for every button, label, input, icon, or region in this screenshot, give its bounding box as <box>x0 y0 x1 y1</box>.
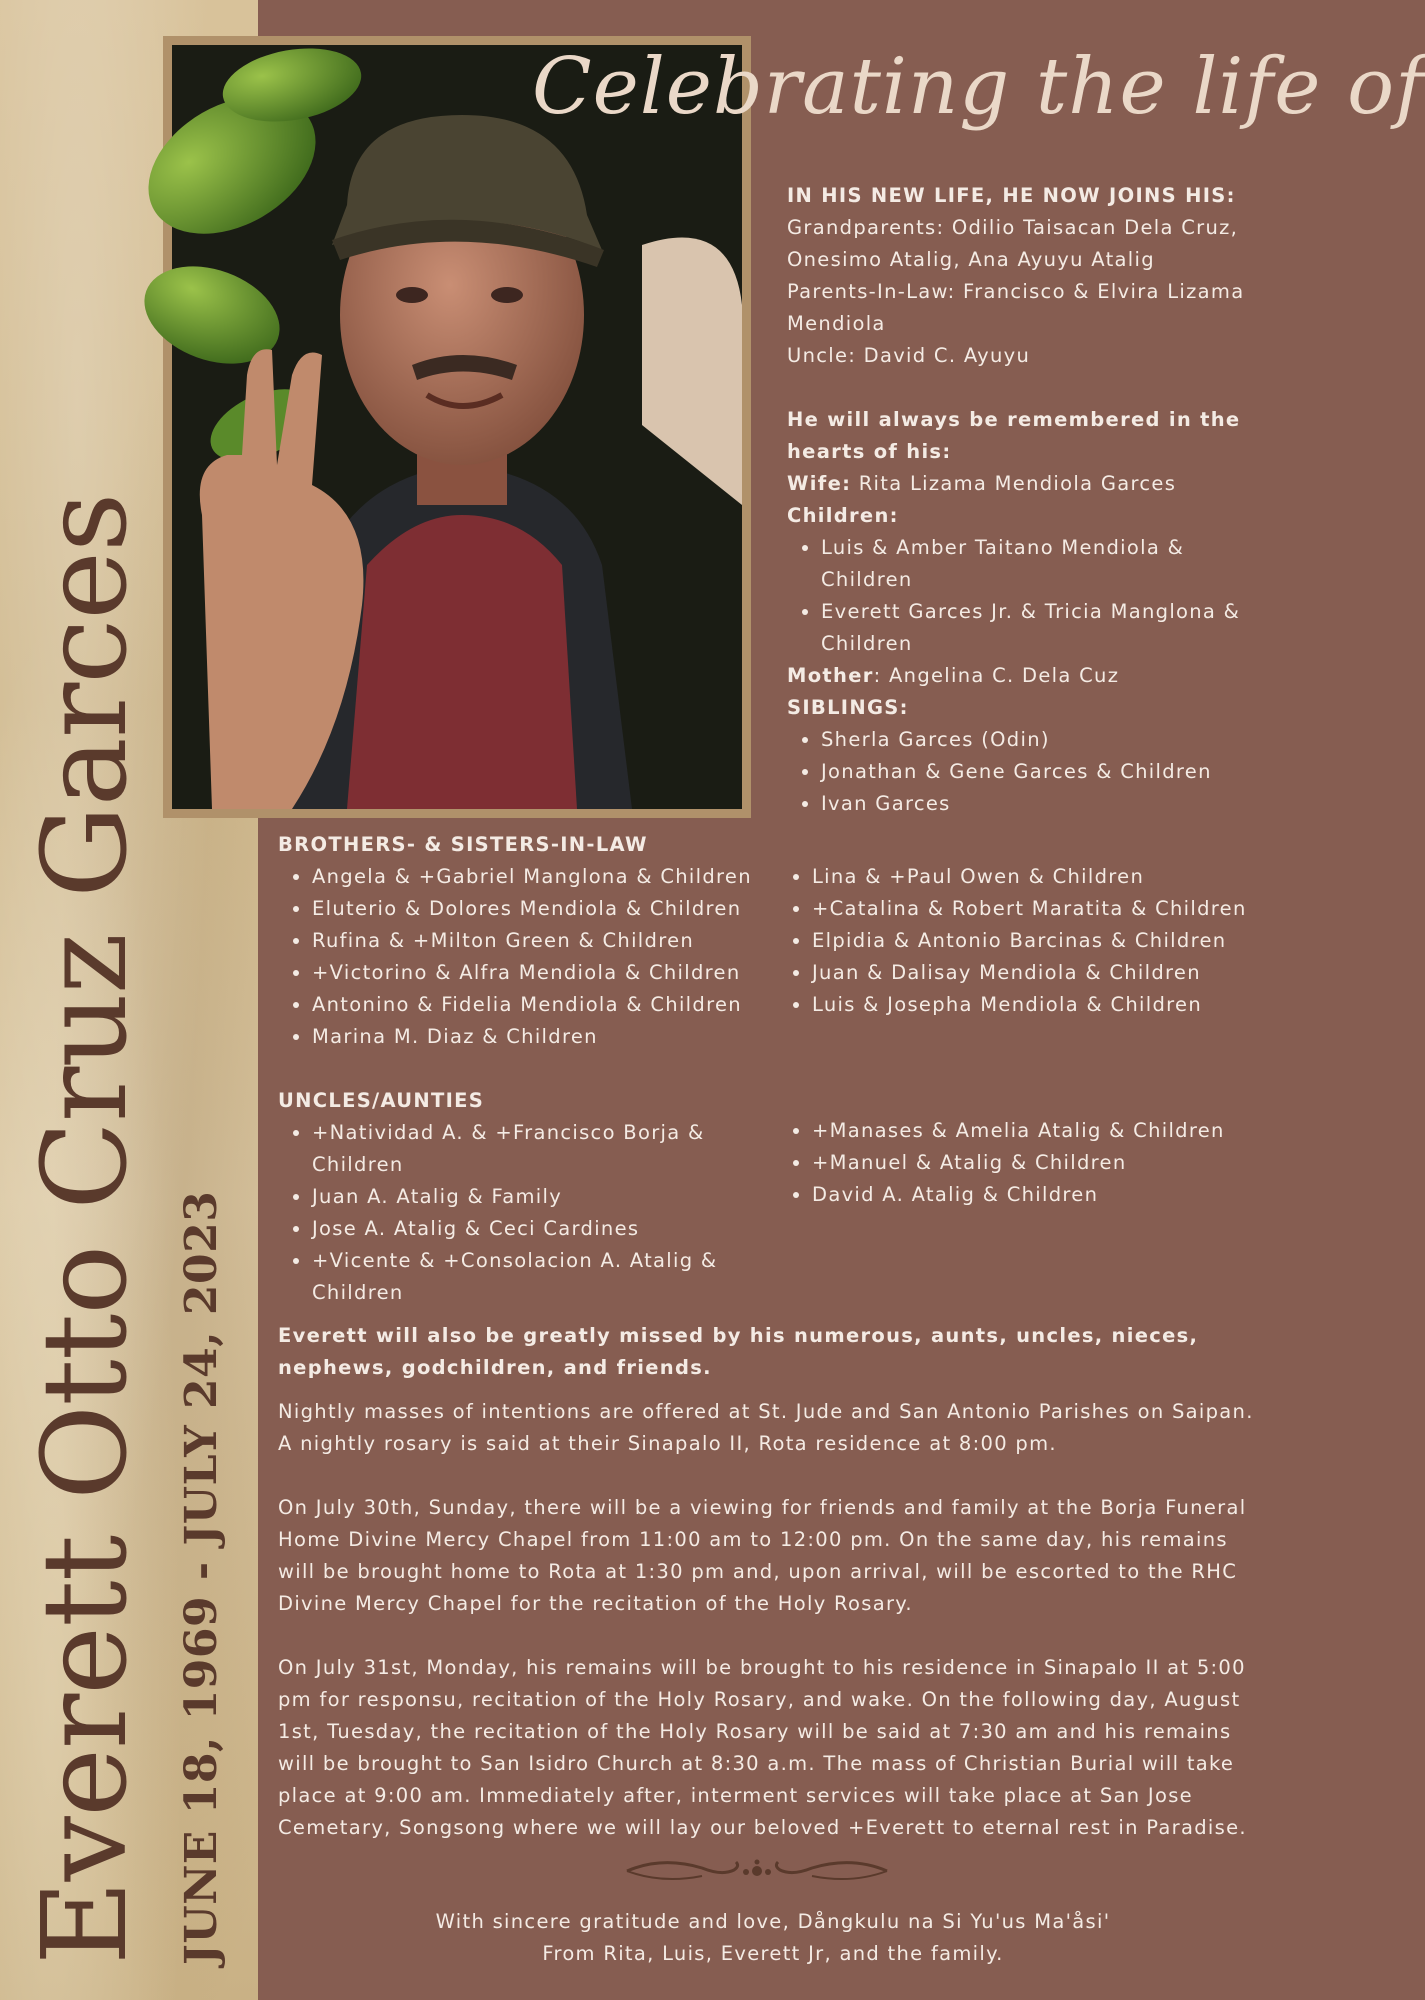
in-laws-heading: BROTHERS- & SISTERS-IN-LAW <box>278 833 648 856</box>
flourish-ornament <box>622 1856 892 1886</box>
siblings-label: SIBLINGS: <box>787 696 909 719</box>
missed-statement: Everett will also be greatly missed by his numerous, aunts, uncles, nieces, nephews, godchildren, and friends. <box>278 1324 1199 1379</box>
paragraph-nightly-masses: Nightly masses of intentions are offered at St. Jude and San Antonio Parishes on Saipan. A nightly rosary is said at their Sinapalo II, Rota residence at 8:00 pm. <box>278 1400 1254 1455</box>
list-item: • +Manases & Amelia Atalig & Children <box>812 1115 1258 1147</box>
mother-line <box>787 660 1267 692</box>
list-item: • +Catalina & Robert Maratita & Children <box>812 893 1258 925</box>
list-item: • Ivan Garces <box>821 788 1267 820</box>
list-item: • Jonathan & Gene Garces & Children <box>821 756 1267 788</box>
closing-signature: From Rita, Luis, Everett Jr, and the family. <box>542 1942 1004 1965</box>
portrait-photo <box>172 45 742 809</box>
uncles-list-right <box>778 1115 1258 1211</box>
list-item: • +Victorino & Alfra Mendiola & Children <box>312 957 778 989</box>
uncles-left-column <box>278 1085 778 1309</box>
list-item: • +Vicente & +Consolacion A. Atalig & Children <box>312 1245 738 1309</box>
family-right-column <box>787 180 1267 820</box>
list-item: • David A. Atalig & Children <box>812 1179 1258 1211</box>
remembered-heading: He will always be remembered in the hearts of his: <box>787 408 1241 463</box>
wife-label: Wife: <box>787 472 852 495</box>
in-laws-list-right <box>778 861 1258 1021</box>
joins-uncle: Uncle: David C. Ayuyu <box>787 344 1031 367</box>
portrait-illustration <box>172 45 742 809</box>
list-item: • Elpidia & Antonio Barcinas & Children <box>812 925 1258 957</box>
in-laws-right-column <box>778 829 1258 1053</box>
list-item: • Angela & +Gabriel Manglona & Children <box>312 861 778 893</box>
siblings-list <box>787 724 1267 820</box>
life-dates: JUNE 18, 1969 - JULY 24, 2023 <box>176 1190 227 1965</box>
uncles-right-column <box>778 1085 1258 1309</box>
list-item: • Lina & +Paul Owen & Children <box>812 861 1258 893</box>
list-item: • +Manuel & Atalig & Children <box>812 1147 1258 1179</box>
mother-name: : Angelina C. Dela Cuz <box>873 664 1120 687</box>
service-details <box>278 1320 1268 1876</box>
list-item: • Eluterio & Dolores Mendiola & Children <box>312 893 778 925</box>
list-item: • Antonino & Fidelia Mendiola & Children <box>312 989 778 1021</box>
paragraph-viewing: On July 30th, Sunday, there will be a viewing for friends and family at the Borja Funeral Home Divine Mercy Chapel from 11:00 am to 12:00 pm. On the same day, his remains will be brought home to Rota at 1:30 pm and, upon arrival, will be escorted to the RHC Divine Mercy Chapel for the recitation of the Holy Rosary. <box>278 1496 1247 1615</box>
in-laws-left-column <box>278 829 778 1053</box>
spacer <box>787 372 1267 404</box>
joins-grandparents: Grandparents: Odilio Taisacan Dela Cruz, Onesimo Atalig, Ana Ayuyu Atalig <box>787 216 1239 271</box>
in-laws-list-left <box>278 861 778 1053</box>
uncles-aunties-section <box>278 1085 1268 1309</box>
wife-line <box>787 468 1267 500</box>
list-item: • Luis & Josepha Mendiola & Children <box>812 989 1258 1021</box>
wife-name: Rita Lizama Mendiola Garces <box>858 472 1177 495</box>
list-item: • Marina M. Diaz & Children <box>312 1021 778 1053</box>
list-item: • Jose A. Atalig & Ceci Cardines <box>312 1213 738 1245</box>
uncles-list-left <box>278 1117 778 1309</box>
deceased-name: Everett Otto Cruz Garces <box>18 493 153 1965</box>
joins-parents-in-law: Parents-In-Law: Francisco & Elvira Lizama Mendiola <box>787 280 1245 335</box>
joins-heading: IN HIS NEW LIFE, HE NOW JOINS HIS: <box>787 184 1236 207</box>
uncles-heading: UNCLES/AUNTIES <box>278 1089 485 1112</box>
list-item: • Sherla Garces (Odin) <box>821 724 1267 756</box>
mother-label: Mother <box>787 664 874 687</box>
children-list <box>787 532 1267 660</box>
celebrating-title: Celebrating the life of <box>532 42 1425 132</box>
list-item: • Everett Garces Jr. & Tricia Manglona & Children <box>821 596 1267 660</box>
in-laws-section <box>278 829 1268 1053</box>
children-label: Children: <box>787 504 899 527</box>
closing-message <box>278 1906 1268 1970</box>
list-item: • Rufina & +Milton Green & Children <box>312 925 778 957</box>
list-item: • Luis & Amber Taitano Mendiola & Children <box>821 532 1267 596</box>
closing-gratitude: With sincere gratitude and love, Dångkulu na Si Yu'us Ma'åsi' <box>435 1910 1111 1933</box>
list-item: • Juan A. Atalig & Family <box>312 1181 738 1213</box>
list-item: • +Natividad A. & +Francisco Borja & Children <box>312 1117 738 1181</box>
paragraph-burial: On July 31st, Monday, his remains will be brought to his residence in Sinapalo II at 5:00 pm for responsu, recitation of the Holy Rosary, and wake. On the following day, August 1st, Tuesday, the recitation of the Holy Rosary will be said at 7:30 am and his remains will be brought to San Isidro Church at 8:30 a.m. The mass of Christian Burial will take place at 9:00 am. Immediately after, interment services will take place at San Jose Cemetary, Songsong where we will lay our beloved +Everett to eternal rest in Paradise. <box>278 1656 1247 1839</box>
list-item: • Juan & Dalisay Mendiola & Children <box>812 957 1258 989</box>
portrait-frame <box>163 36 751 818</box>
